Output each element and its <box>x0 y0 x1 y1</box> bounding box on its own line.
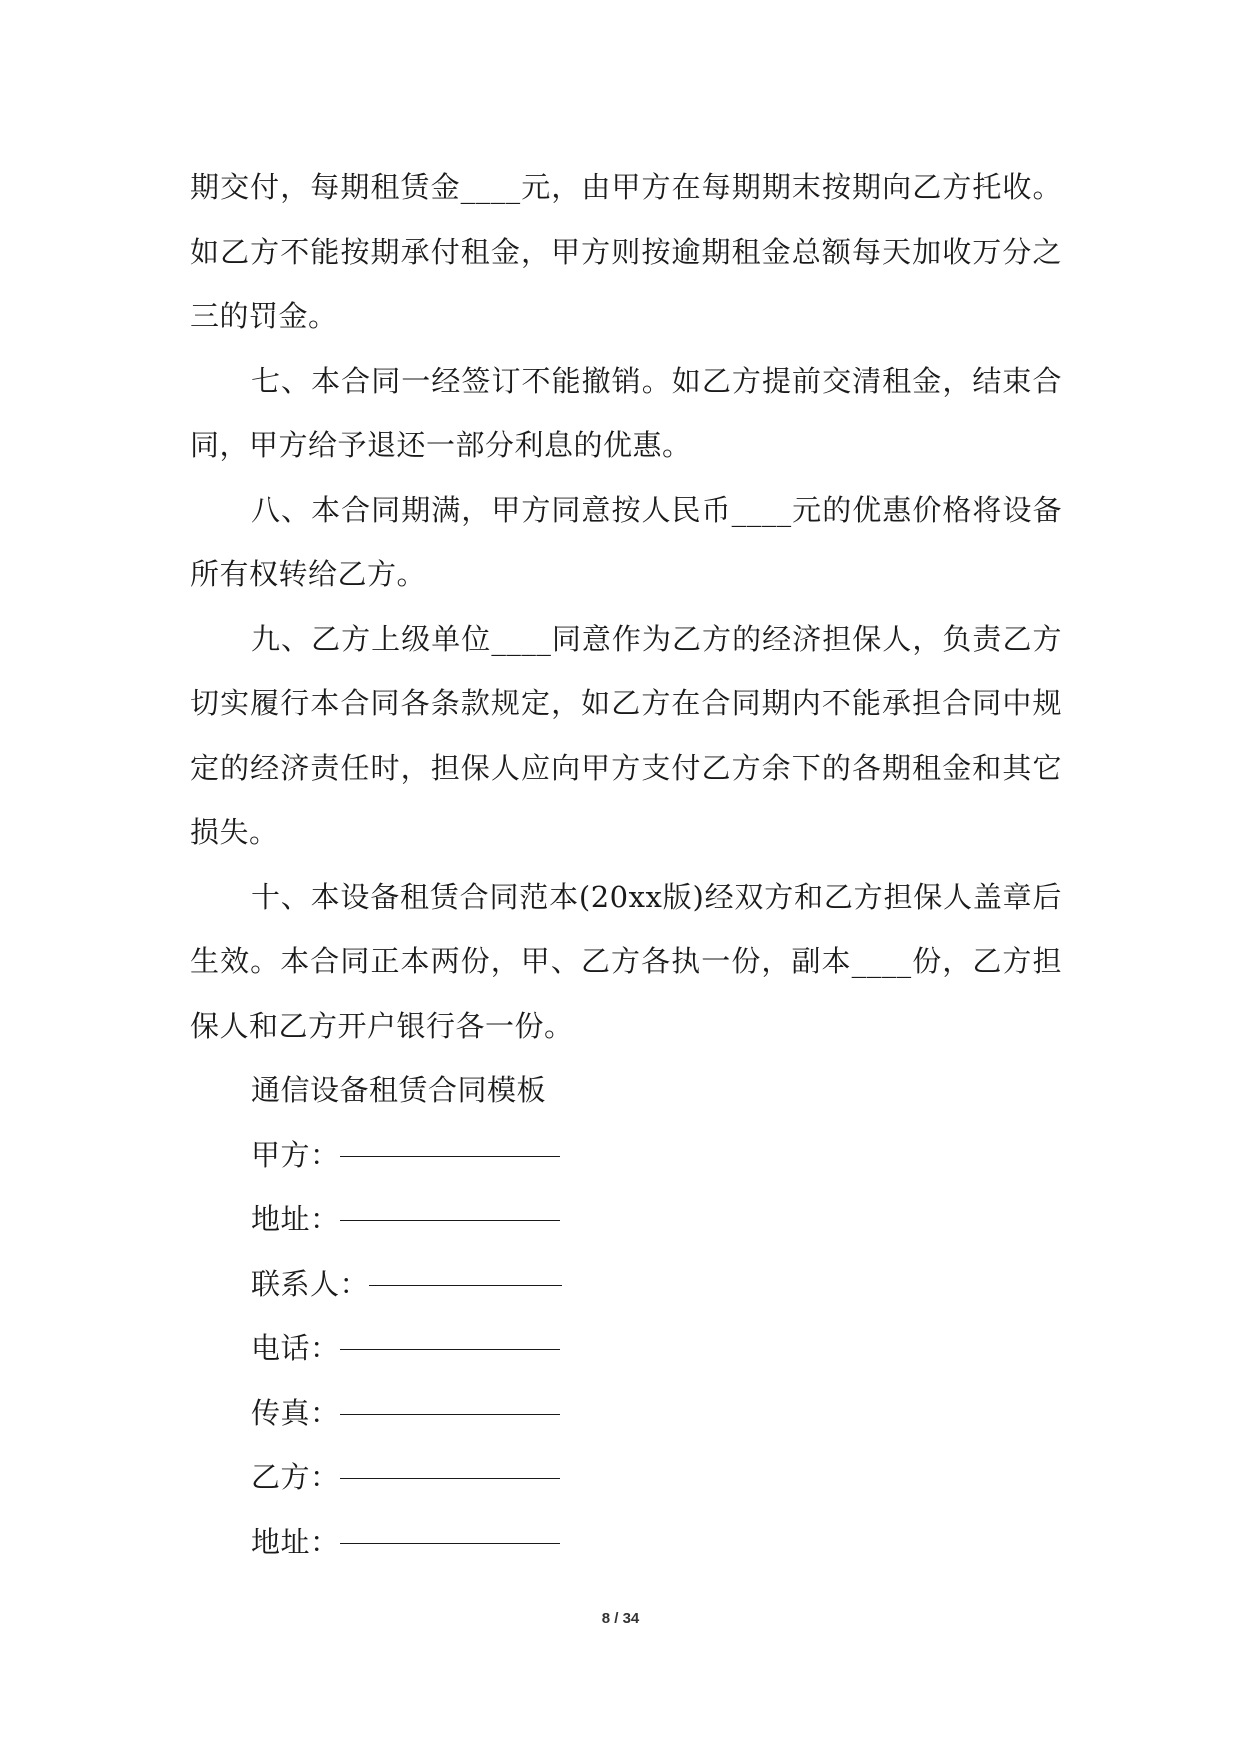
paragraph-clause-9: 九、乙方上级单位____同意作为乙方的经济担保人，负责乙方切实履行本合同各条款规定，如乙方在合同期内不能承担合同中规定的经济责任时，担保人应向甲方支付乙方余下的各期租金和其它损失。 <box>190 621 1062 849</box>
field-label: 地址： <box>251 1524 340 1559</box>
field-label: 电话： <box>251 1331 340 1365</box>
paragraph-clause-7: 七、本合同一经签订不能撤销。如乙方提前交清租金，结束合同，甲方给予退还一部分利息的优惠。 <box>190 363 1062 462</box>
fill-in-blank <box>340 1384 560 1415</box>
field-party-a <box>190 1123 1062 1188</box>
field-party-a-contact <box>190 1252 1062 1317</box>
field-label: 地址： <box>251 1202 340 1236</box>
field-party-a-fax <box>190 1381 1062 1446</box>
field-label: 传真： <box>251 1395 340 1430</box>
paragraph-clause-10: 十、本设备租赁合同范本(20xx版)经双方和乙方担保人盖章后生效。本合同正本两份，甲、乙方各执一份，副本____份，乙方担保人和乙方开户银行各一份。 <box>190 879 1062 1043</box>
paragraph-payment-terms: 期交付，每期租赁金____元，由甲方在每期期末按期向乙方托收。如乙方不能按期承付租金，甲方则按逾期租金总额每天加收万分之三的罚金。 <box>190 170 1062 333</box>
field-label: 联系人： <box>251 1266 370 1301</box>
fill-in-blank <box>340 1190 560 1221</box>
fill-in-blank <box>340 1319 560 1350</box>
field-party-b <box>190 1445 1062 1510</box>
fill-in-blank <box>340 1126 560 1157</box>
field-party-a-address <box>190 1187 1062 1252</box>
paragraph-clause-8: 八、本合同期满，甲方同意按人民币____元的优惠价格将设备所有权转给乙方。 <box>190 492 1062 591</box>
contract-body <box>190 155 1062 1574</box>
fill-in-blank <box>369 1255 562 1286</box>
field-label: 甲方： <box>251 1137 340 1172</box>
field-party-b-address <box>190 1510 1062 1575</box>
template-title: 通信设备租赁合同模板 <box>251 1073 547 1107</box>
fill-in-blank <box>340 1513 560 1544</box>
page-number: 8 / 34 <box>601 1610 640 1627</box>
fill-in-blank <box>340 1448 560 1479</box>
field-party-a-phone <box>190 1316 1062 1381</box>
field-label: 乙方： <box>251 1460 340 1494</box>
